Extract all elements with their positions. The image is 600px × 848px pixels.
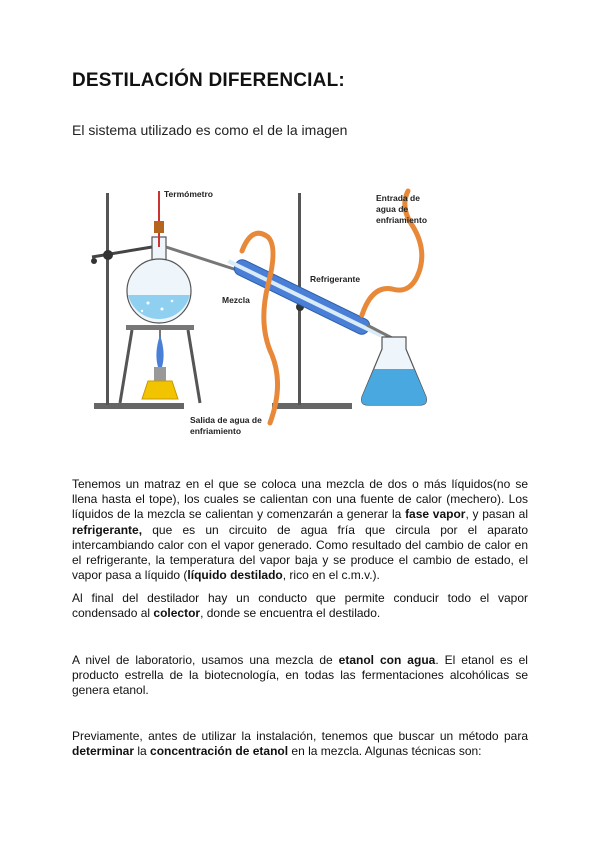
- burner-tube: [154, 367, 166, 381]
- burner-flame: [156, 335, 163, 370]
- text-run: en la mezcla. Algunas técnicas son:: [288, 744, 482, 759]
- paragraph-collector: [72, 591, 528, 621]
- bubble: [141, 310, 143, 312]
- text-run: , y pasan al: [465, 507, 529, 522]
- bubble: [171, 300, 174, 303]
- bubble: [147, 302, 150, 305]
- label-water-out-2: enfriamiento: [190, 426, 242, 436]
- paragraph-distillation-process: [72, 477, 528, 583]
- tripod-ring: [126, 325, 194, 330]
- text-run: Previamente, antes de utilizar la instalación, tenemos que buscar un método para: [72, 729, 528, 743]
- bubble: [161, 308, 164, 311]
- text-run: Al final del destilador hay un conducto que permite conducir todo el vapor condensado al: [72, 591, 528, 621]
- bold-term-determine: determinar: [72, 744, 135, 759]
- label-water-out-1: Salida de agua de: [190, 415, 262, 425]
- label-condenser: Refrigerante: [310, 274, 361, 284]
- text-run: . El etanol es el producto estrella de la biotecnología, en todas las fermentaciones alcohólicas se genera etanol.: [72, 653, 528, 698]
- right-stand-base: [272, 403, 352, 409]
- flask-liquid: [128, 295, 190, 319]
- left-clamp-knob: [103, 250, 113, 260]
- text-run: A nivel de laboratorio, usamos una mezcla de: [72, 653, 339, 667]
- condenser-inner-tube: [227, 259, 382, 337]
- tripod-leg-right: [188, 330, 200, 403]
- text-run: que es un circuito de agua fría que circula por el aparato intercambiando calor con el vapor generado. Como resultado del cambio de calor en el refrigerante, la temperatura del vapor baja y se produce el cambio de estado, el vapor pasa a líquido (: [72, 522, 528, 583]
- text-run: , donde se encuentra el destilado.: [200, 606, 381, 621]
- left-stand-rod: [106, 193, 109, 405]
- thermometer-stopper: [154, 221, 164, 233]
- left-clamp-arm: [92, 247, 152, 257]
- bold-term-condenser: refrigerante,: [72, 522, 143, 537]
- tripod-leg-left: [120, 330, 132, 403]
- paragraph-concentration-methods: [72, 729, 528, 759]
- distillation-apparatus-figure: [72, 185, 532, 447]
- text-run: la: [134, 744, 151, 759]
- distillation-apparatus-svg: [72, 185, 532, 447]
- paragraph-ethanol-water: [72, 653, 528, 699]
- text-run: Tenemos un matraz en el que se coloca una mezcla de dos o más líquidos(no se llena hasta el tope), los cuales se calientan con una fuente de calor (mechero). Los líquidos de la mezcla se calientan y comenzarán a generar la: [72, 477, 528, 522]
- label-water-in-2: agua de: [376, 204, 409, 214]
- page-subtitle: El sistema utilizado es como el de la imagen: [72, 122, 348, 138]
- bold-term-ethanol-concentration: concentración de etanol: [150, 744, 289, 759]
- page-title: DESTILACIÓN DIFERENCIAL:: [72, 70, 345, 91]
- bold-term-distilled-liquid: líquido destilado: [187, 568, 283, 583]
- label-water-in-1: Entrada de: [376, 193, 420, 203]
- bold-term-vapor-phase: fase vapor: [405, 507, 466, 522]
- burner-base: [142, 381, 178, 399]
- bold-term-collector: colector: [153, 606, 201, 621]
- label-water-in-3: enfriamiento: [376, 215, 428, 225]
- label-thermometer: Termómetro: [164, 189, 213, 199]
- label-mixture: Mezcla: [222, 295, 250, 305]
- thermometer-icon: [158, 191, 160, 247]
- bold-term-ethanol-water: etanol con agua: [338, 653, 436, 667]
- text-run: , rico en el c.m.v.).: [282, 568, 380, 583]
- left-clamp-screw: [91, 258, 97, 264]
